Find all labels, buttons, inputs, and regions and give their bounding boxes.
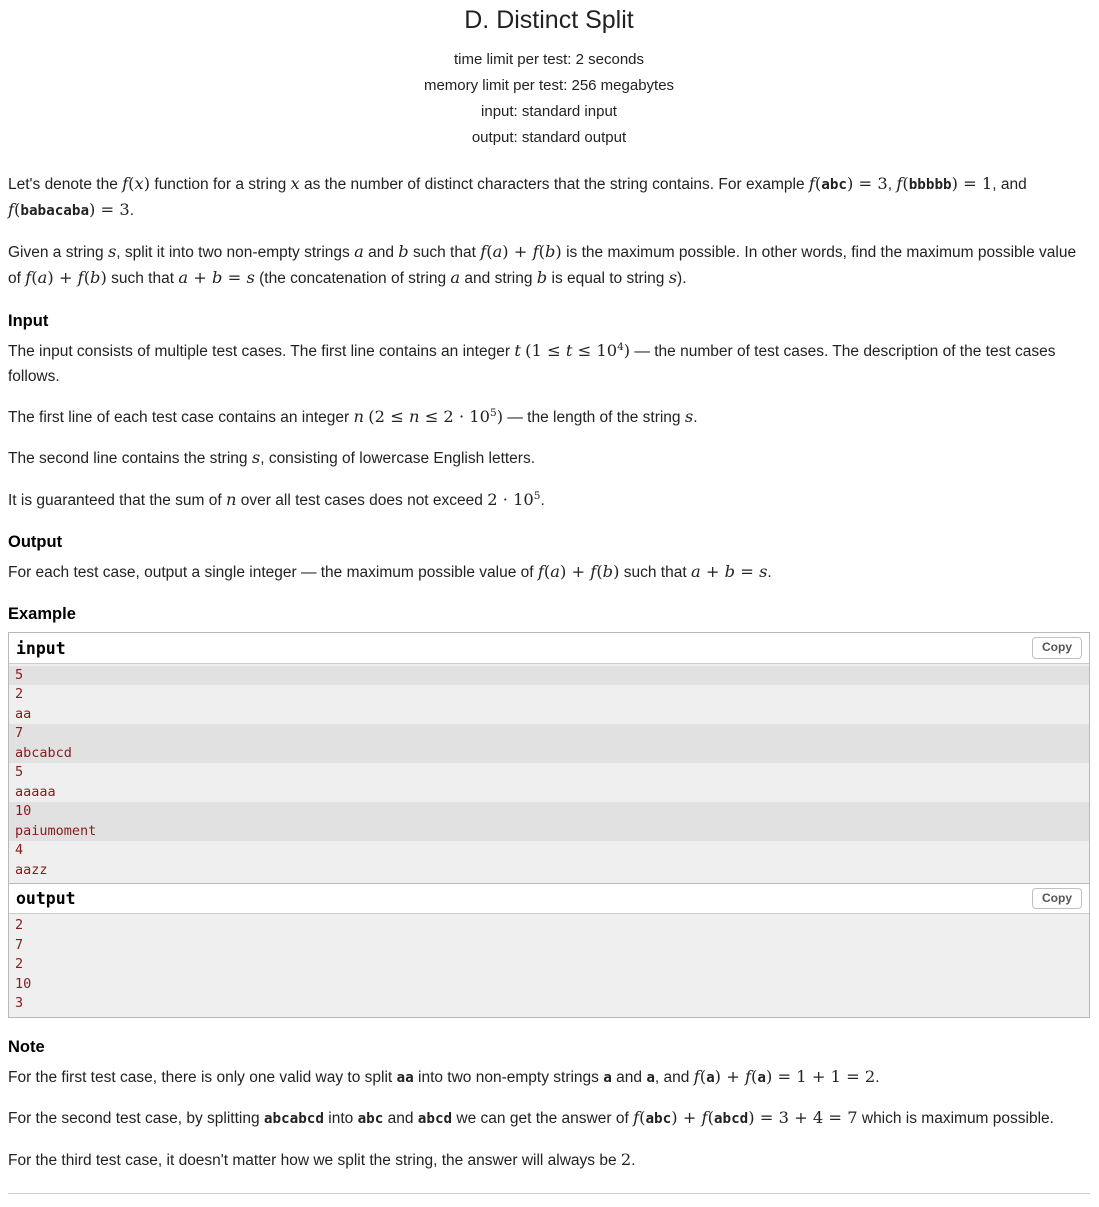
text-segment: s [251, 448, 261, 468]
text-segment: and [611, 1068, 647, 1086]
text-segment: b [398, 241, 409, 261]
text-segment: ( [128, 174, 135, 193]
input-paragraph-4 [8, 487, 1090, 513]
sample-input-box [8, 632, 1090, 884]
copy-input-button[interactable]: Copy [1032, 637, 1082, 658]
text-segment: (2 ≤ [368, 406, 409, 426]
text-segment: . [875, 1068, 880, 1086]
text-segment: The second line contains the string [8, 450, 252, 468]
sample-line: 2 [15, 917, 24, 934]
sample-line: paiumoment [9, 822, 1089, 842]
text-segment: ( [707, 1108, 714, 1128]
text-segment: into two non-empty strings [413, 1068, 604, 1086]
text-segment: ) + [47, 268, 78, 288]
text-segment: ( [83, 268, 91, 288]
sample-tests [8, 632, 1090, 1017]
text-segment: f [25, 268, 32, 288]
text-segment: ) = 3 [89, 200, 130, 220]
text-segment: 5 [533, 489, 541, 502]
text-segment: . [693, 408, 698, 426]
text-segment: a [757, 1069, 766, 1086]
text-segment: ). [677, 270, 687, 288]
text-segment: . [540, 491, 545, 509]
sample-line: 7 [9, 724, 1089, 744]
text-segment: f [701, 1108, 708, 1128]
memory-limit: memory limit per test: 256 megabytes [423, 77, 675, 94]
sample-line: 3 [15, 995, 24, 1012]
text-segment: b [212, 268, 223, 288]
sample-line: 10 [9, 802, 1089, 822]
text-segment: ( [751, 1066, 758, 1086]
sample-line: 7 [15, 936, 24, 953]
text-segment: ( [699, 1066, 707, 1086]
text-segment: x [290, 174, 300, 193]
text-segment: For each test case, output a single integer — the maximum possible value of [8, 564, 538, 582]
text-segment: s [759, 562, 768, 582]
text-segment: is equal to string [547, 270, 669, 288]
text-segment: ) [613, 562, 620, 582]
text-segment: f [480, 241, 487, 261]
text-segment: . [129, 202, 135, 220]
note-paragraph-1 [8, 1064, 1090, 1090]
text-segment: It is guaranteed that the sum of [8, 491, 226, 509]
time-limit: time limit per test: 2 seconds [453, 51, 645, 68]
text-segment: a [603, 1069, 612, 1086]
text-segment: 2 [620, 1149, 632, 1169]
text-segment: n [226, 489, 237, 509]
text-segment: 2 · 10 [487, 489, 534, 509]
text-segment: such that [619, 564, 691, 582]
text-segment: For the second test case, by splitting [8, 1110, 264, 1128]
text-segment: ) = 3 + 4 = 7 [748, 1108, 858, 1128]
text-segment: f [896, 174, 903, 193]
text-segment: t [514, 340, 521, 360]
text-segment: 5 [489, 406, 497, 419]
text-segment: ) [496, 406, 504, 426]
text-segment: ( [543, 562, 551, 582]
text-segment: a [450, 268, 461, 288]
text-segment: aa [396, 1069, 414, 1086]
text-segment: , [887, 176, 897, 193]
text-segment: The first line of each test case contains an integer [8, 408, 354, 426]
text-segment: abc [821, 177, 848, 193]
text-segment: ) + [714, 1066, 745, 1086]
text-segment: babacaba [20, 203, 90, 220]
text-segment: b [536, 268, 548, 288]
text-segment: b [545, 241, 556, 261]
input-paragraph-2 [8, 404, 1090, 430]
text-segment: s [107, 241, 117, 261]
text-segment: = [735, 562, 760, 582]
note-paragraph-3 [8, 1147, 1090, 1173]
text-segment: f [808, 174, 815, 193]
problem-limits [8, 47, 1090, 151]
text-segment: and [383, 1110, 418, 1128]
sample-input-header [9, 633, 1089, 663]
text-segment: . [631, 1151, 636, 1169]
text-segment: , consisting of lowercase English letters. [260, 450, 536, 468]
problem-title: D. Distinct Split [464, 6, 634, 34]
text-segment: f [77, 268, 84, 288]
text-segment: b [602, 562, 614, 582]
sample-line: aazz [15, 861, 48, 878]
example-section-title: Example [8, 605, 76, 624]
sample-line: 5 [15, 764, 24, 781]
sample-line: abcabcd [9, 744, 1089, 764]
input-paragraph-1 [8, 338, 1090, 389]
text-segment: and string [460, 270, 537, 288]
text-segment: s [246, 268, 255, 288]
text-segment: b [724, 562, 736, 582]
text-segment: — the length of the string [503, 408, 685, 426]
text-segment: n [353, 406, 364, 426]
sample-line: 2 [15, 956, 24, 973]
text-segment: , and [992, 176, 1027, 193]
sample-input-label: input [16, 638, 66, 658]
note-paragraph-2 [8, 1105, 1090, 1131]
input-paragraph-3 [8, 445, 1090, 471]
text-segment: — the number of test cases. The description of the test cases follows. [8, 342, 1056, 385]
input-section-title: Input [8, 311, 49, 330]
text-segment: ) = 3 [847, 174, 888, 193]
text-segment: s [668, 268, 678, 288]
text-segment: ≤ 10 [572, 340, 618, 360]
text-segment: ( [814, 174, 822, 193]
text-segment: b [90, 268, 101, 288]
bottom-divider [8, 1193, 1090, 1195]
text-segment: f [693, 1066, 700, 1086]
sample-output-label: output [16, 889, 76, 909]
text-segment: ) + [502, 241, 533, 261]
text-segment: The input consists of multiple test cases. The first line contains an integer [8, 342, 515, 360]
output-spec: output: standard output [471, 129, 627, 146]
text-segment: f [8, 200, 15, 220]
text-segment: a [706, 1069, 715, 1086]
text-segment: into [323, 1110, 358, 1128]
text-segment: over all test cases does not exceed [236, 491, 488, 509]
sample-line: 10 [15, 975, 32, 992]
text-segment: is the maximum possible. In other words, find the maximum possible value of [8, 243, 1077, 288]
sample-line: 5 [9, 666, 1089, 686]
text-segment: such that [408, 243, 481, 261]
statement-paragraph-1 [8, 171, 1090, 224]
statement-paragraph-2 [8, 239, 1090, 292]
text-segment: ) = 1 [951, 174, 993, 193]
text-segment: ) [555, 241, 562, 261]
text-segment: ( [14, 200, 21, 220]
text-segment: . [767, 564, 772, 582]
text-segment: a [354, 241, 364, 261]
sample-output-box [8, 883, 1090, 1018]
text-segment: ) = 1 + 1 = 2 [765, 1066, 876, 1086]
sample-output-lines [9, 914, 1089, 1017]
text-segment: abcd [417, 1111, 453, 1128]
text-segment: 4 [617, 340, 624, 353]
text-segment: ( [902, 174, 909, 193]
text-segment: we can get the answer of [452, 1110, 634, 1128]
text-segment: which is maximum possible. [857, 1110, 1054, 1128]
text-segment: Let's denote the [8, 176, 123, 193]
text-segment: a [178, 268, 189, 288]
text-segment: Given a string [8, 243, 108, 261]
sample-line: aaaaa [15, 783, 56, 800]
text-segment: s [684, 406, 694, 426]
text-segment: For the third test case, it doesn't matter how we split the string, the answer will always be [8, 1151, 621, 1169]
text-segment: ) [143, 174, 151, 193]
text-segment: and [363, 243, 399, 261]
text-segment: ) [100, 268, 107, 288]
text-segment: ( [596, 562, 603, 582]
text-segment: abcd [713, 1111, 749, 1128]
text-segment: f [122, 174, 129, 193]
text-segment: ) + [671, 1108, 702, 1128]
text-segment: a [37, 268, 48, 288]
text-segment: n [408, 406, 420, 426]
text-segment: ≤ 2 · 10 [419, 406, 490, 426]
text-segment: a [646, 1069, 655, 1086]
text-segment: abc [357, 1111, 384, 1128]
text-segment: , split it into two non-empty strings [116, 243, 355, 261]
text-segment: For the first test case, there is only one valid way to split [8, 1068, 397, 1086]
text-segment: = [222, 268, 247, 288]
text-segment: f [633, 1108, 640, 1128]
text-segment: abcabcd [263, 1111, 324, 1128]
text-segment: function for a string [150, 176, 291, 193]
text-segment: ( [31, 268, 38, 288]
text-segment: f [537, 562, 544, 582]
text-segment: a [690, 562, 701, 582]
text-segment: ( [538, 241, 545, 261]
text-segment: ) [623, 340, 631, 360]
output-paragraph-1 [8, 559, 1090, 585]
text-segment: as the number of distinct characters that the string contains. For example [299, 176, 809, 193]
text-segment: x [134, 174, 144, 193]
text-segment: (1 ≤ [525, 340, 566, 360]
text-segment: + [188, 268, 213, 288]
text-segment: ) + [559, 562, 591, 582]
text-segment: , and [654, 1068, 694, 1086]
text-segment: bbbbb [908, 177, 952, 193]
text-segment: + [700, 562, 725, 582]
text-segment: f [745, 1066, 752, 1086]
text-segment: a [492, 241, 503, 261]
copy-output-button[interactable]: Copy [1032, 888, 1082, 909]
text-segment: a [550, 562, 560, 582]
output-section-title: Output [8, 533, 63, 552]
note-section-title: Note [8, 1037, 45, 1056]
sample-output-header [9, 884, 1089, 914]
input-spec: input: standard input [481, 103, 617, 120]
text-segment: ( [486, 241, 493, 261]
text-segment: f [590, 562, 597, 582]
text-segment: such that [106, 270, 179, 288]
sample-line: 4 [15, 842, 24, 859]
text-segment: (the concatenation of string [254, 270, 451, 288]
text-segment: t [565, 340, 573, 360]
sample-line: aa [15, 705, 32, 722]
text-segment: f [532, 241, 539, 261]
sample-input-lines [9, 664, 1089, 884]
sample-line: 2 [15, 686, 24, 703]
text-segment: abc [645, 1111, 672, 1128]
text-segment: ( [639, 1108, 646, 1128]
